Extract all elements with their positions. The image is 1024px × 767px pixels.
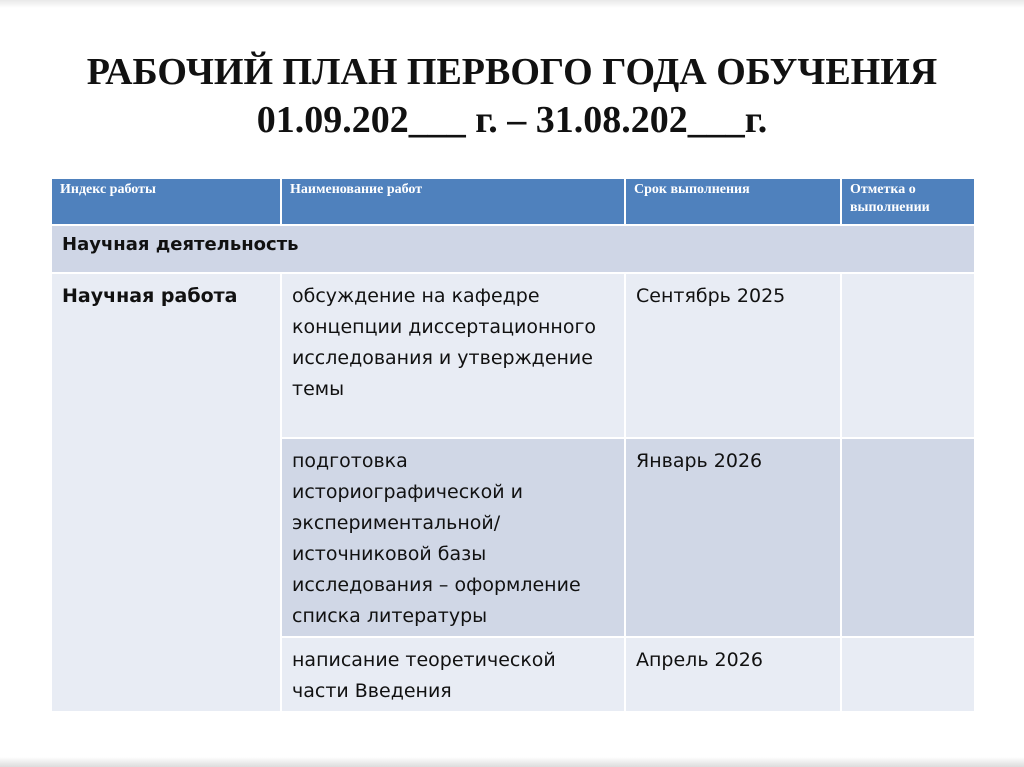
deadline-cell: Апрель 2026 <box>625 637 841 712</box>
mark-cell <box>841 273 975 438</box>
index-cell: Научная работа <box>51 273 281 712</box>
page-title <box>0 48 1024 144</box>
deadline-cell: Январь 2026 <box>625 438 841 637</box>
title-line-2: 01.09.202___ г. – 31.08.202___г. <box>256 99 768 141</box>
work-plan-table <box>50 177 976 713</box>
header-name: Наименование работ <box>281 178 625 225</box>
table-row <box>51 273 975 438</box>
section-row <box>51 225 975 273</box>
slide-top-edge <box>0 0 1024 8</box>
header-index: Индекс работы <box>51 178 281 225</box>
work-name-cell: подготовка историографической и экспериментальной/ источниковой базы исследования – оформление списка литературы <box>281 438 625 637</box>
work-name-cell: написание теоретической части Введения <box>281 637 625 712</box>
header-deadline: Срок выполнения <box>625 178 841 225</box>
mark-cell <box>841 637 975 712</box>
table-header-row <box>51 178 975 225</box>
mark-cell <box>841 438 975 637</box>
section-label: Научная деятельность <box>51 225 975 273</box>
deadline-cell: Сентябрь 2025 <box>625 273 841 438</box>
work-name-cell: обсуждение на кафедре концепции диссертационного исследования и утверждение темы <box>281 273 625 438</box>
header-mark: Отметка о выполнении <box>841 178 975 225</box>
slide-bottom-edge <box>0 757 1024 767</box>
title-line-1: РАБОЧИЙ ПЛАН ПЕРВОГО ГОДА ОБУЧЕНИЯ <box>86 51 938 93</box>
